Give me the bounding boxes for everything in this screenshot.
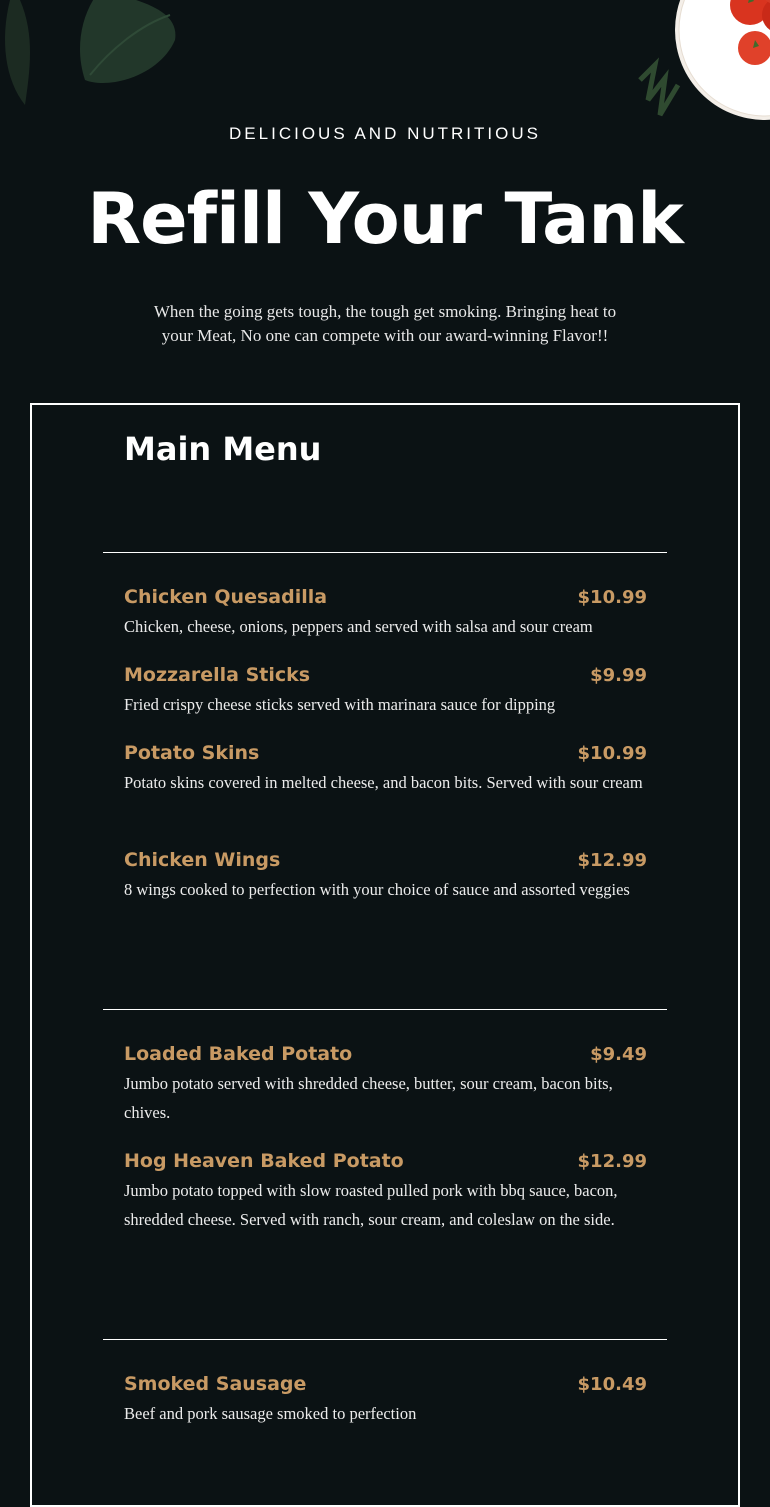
menu-divider xyxy=(103,1339,667,1340)
menu-item-name: Smoked Sausage xyxy=(124,1373,307,1395)
menu-item xyxy=(124,1150,647,1234)
menu-item xyxy=(124,664,647,719)
menu-item-price: $12.99 xyxy=(577,850,647,871)
menu-title: Main Menu xyxy=(124,430,322,468)
menu-item-price: $10.99 xyxy=(577,743,647,764)
tomato-plate-icon xyxy=(630,0,770,130)
menu-item xyxy=(124,1043,647,1127)
page-title: Refill Your Tank xyxy=(87,178,683,260)
menu-panel xyxy=(30,403,740,1507)
leaf-decoration-icon xyxy=(0,0,190,120)
menu-item-name: Mozzarella Sticks xyxy=(124,664,311,686)
menu-item-description: Fried crispy cheese sticks served with marinara sauce for dipping xyxy=(124,695,556,714)
hero-eyebrow: DELICIOUS AND NUTRITIOUS xyxy=(229,124,541,143)
menu-item-description: Chicken, cheese, onions, peppers and served with salsa and sour cream xyxy=(124,617,593,636)
menu-item-price: $12.99 xyxy=(577,1151,647,1172)
menu-item-description: Jumbo potato topped with slow roasted pulled pork with bbq sauce, bacon, shredded cheese. Served with ranch, sour cream, and coleslaw on the side. xyxy=(124,1181,618,1229)
menu-item-name: Hog Heaven Baked Potato xyxy=(124,1150,404,1172)
menu-divider xyxy=(103,552,667,553)
menu-item-name: Loaded Baked Potato xyxy=(124,1043,353,1065)
menu-item-price: $10.49 xyxy=(577,1374,647,1395)
menu-item-price: $9.99 xyxy=(590,665,647,686)
menu-item xyxy=(124,1373,647,1428)
menu-item-price: $9.49 xyxy=(590,1044,647,1065)
menu-item-price: $10.99 xyxy=(577,587,647,608)
menu-item-name: Potato Skins xyxy=(124,742,260,764)
hero-intro: When the going gets tough, the tough get smoking. Bringing heat to your Meat, No one can compete with our award-winning Flavor!! xyxy=(153,302,617,345)
menu-item xyxy=(124,849,647,904)
menu-item-description: 8 wings cooked to perfection with your choice of sauce and assorted veggies xyxy=(124,880,630,899)
menu-item xyxy=(124,742,647,797)
menu-item-description: Potato skins covered in melted cheese, and bacon bits. Served with sour cream xyxy=(124,773,643,792)
menu-item-name: Chicken Quesadilla xyxy=(124,586,328,608)
menu-item xyxy=(124,586,647,641)
menu-item-description: Jumbo potato served with shredded cheese, butter, sour cream, bacon bits, chives. xyxy=(124,1074,613,1122)
menu-item-description: Beef and pork sausage smoked to perfection xyxy=(124,1404,417,1423)
menu-item-name: Chicken Wings xyxy=(124,849,281,871)
menu-divider xyxy=(103,1009,667,1010)
